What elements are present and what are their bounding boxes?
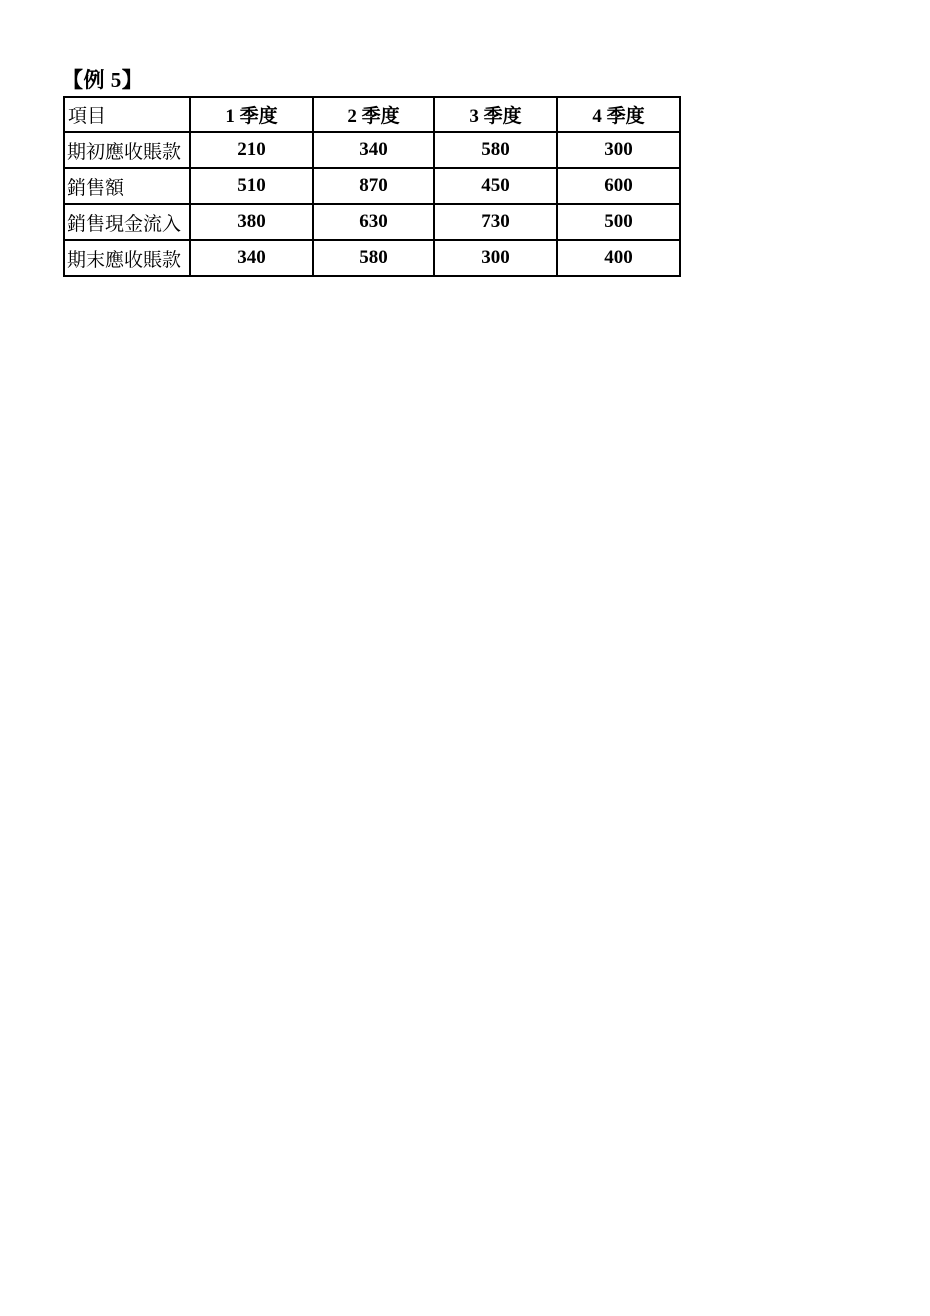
table-row-sales: [64, 168, 680, 204]
column-header-item: 項目: [64, 97, 190, 132]
table-row-sales-cash-inflow: [64, 204, 680, 240]
table-cell: 870: [313, 168, 434, 204]
column-header-q3: 3 季度: [434, 97, 557, 132]
row-label: 銷售現金流入: [64, 204, 190, 240]
table-cell: 600: [557, 168, 680, 204]
table-cell: 300: [557, 132, 680, 168]
table-cell: 630: [313, 204, 434, 240]
table-row-beginning-receivables: [64, 132, 680, 168]
table-cell: 300: [434, 240, 557, 276]
header-row: [64, 97, 680, 132]
table-cell: 500: [557, 204, 680, 240]
column-header-q4: 4 季度: [557, 97, 680, 132]
table-cell: 510: [190, 168, 313, 204]
table-header: [64, 97, 680, 132]
table-cell: 450: [434, 168, 557, 204]
table-cell: 340: [313, 132, 434, 168]
table-cell: 730: [434, 204, 557, 240]
column-header-q1: 1 季度: [190, 97, 313, 132]
table-cell: 210: [190, 132, 313, 168]
row-label: 銷售額: [64, 168, 190, 204]
table-body: [64, 132, 680, 276]
row-label: 期末應收賬款: [64, 240, 190, 276]
table-cell: 580: [434, 132, 557, 168]
example-title: 【例 5】: [62, 68, 144, 92]
row-label: 期初應收賬款: [64, 132, 190, 168]
table-cell: 400: [557, 240, 680, 276]
table-cell: 580: [313, 240, 434, 276]
table-cell: 380: [190, 204, 313, 240]
table-cell: 340: [190, 240, 313, 276]
column-header-q2: 2 季度: [313, 97, 434, 132]
table-row-ending-receivables: [64, 240, 680, 276]
quarterly-receivables-table: [63, 96, 681, 277]
